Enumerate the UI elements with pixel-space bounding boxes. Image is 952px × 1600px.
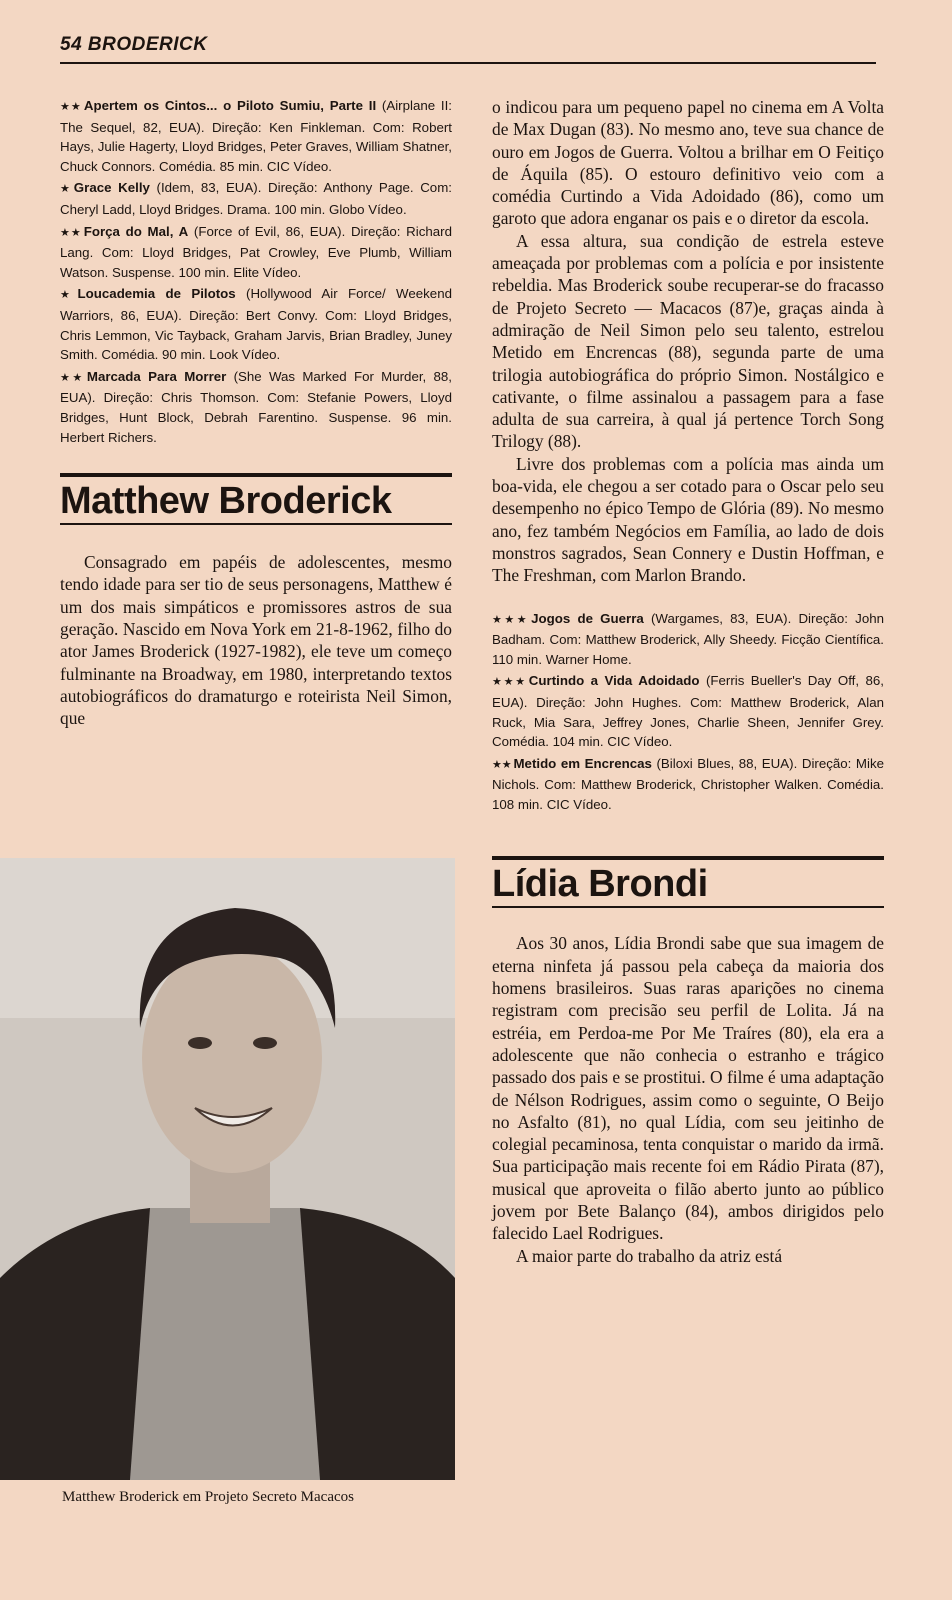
film-details: (Ferris Bueller's Day Off, 86, EUA). Direção: John Hughes. Com: Matthew Broderick, Alan Ruck, Mia Sara, Jeffrey Jones, Charlie Sheen, Jennifer Grey. Comédia. 104 min. CIC Vídeo. xyxy=(492,673,884,750)
film-details: (Force of Evil, 86, EUA). Direção: Richard Lang. Com: Lloyd Bridges, Pat Crowley, Eve Plumb, William Watson. Suspense. 100 min. Elite Vídeo. xyxy=(60,223,452,280)
matthew-bio-paragraph: Livre dos problemas com a polícia mas ainda um boa-vida, ele chegou a ser cotado para o Oscar pelo seu desempenho no épico Tempo de Glória (89). No mesmo ano, fez também Negócios em Família, ao lado de dois monstros sagrados, Sean Connery e Dustin Hoffman, e The Freshman, com Marlon Brando. xyxy=(492,453,884,586)
matthew-bio-paragraph: A essa altura, sua condição de estrela esteve ameaçada por problemas com a polícia e por insistente rebeldia. Mas Broderick soube recuperar-se do fracasso de Projeto Secreto — Macacos (87)e, graças ainda à admiração de Neil Simon pelo seu talento, estrelou Metido em Encrencas (88), segunda parte de uma trilogia autobiográfica do próprio Simon. Nostálgico e cativante, o filme assinalou a passagem para a fase adulta de sua carreira, à qual já pertence Torch Song Trilogy (88). xyxy=(492,230,884,452)
film-details: (Hollywood Air Force/ Weekend Warriors, 86, EUA). Direção: Bert Convy. Com: Lloyd Bridges, Chris Lemmon, Vic Tayback, Graham Jarvis, Brian Bradley, Juney Smith. Comédia. 90 min. Look Vídeo. xyxy=(60,286,452,363)
rating-stars: ★★ xyxy=(60,371,85,384)
filmography-entry xyxy=(492,609,884,670)
matthew-bio-right xyxy=(492,96,884,587)
film-title: Apertem os Cintos... o Piloto Sumiu, Parte II xyxy=(83,98,377,113)
film-title: Metido em Encrencas xyxy=(513,755,652,771)
film-title: Força do Mal, A xyxy=(83,223,189,239)
running-head: 54 BRODERICK xyxy=(60,34,208,55)
matthew-filmography xyxy=(492,609,884,815)
film-details: (Wargames, 83, EUA). Direção: John Badham. Com: Matthew Broderick, Ally Sheedy. Ficção Científica. 110 min. Warner Home. xyxy=(492,610,885,667)
film-details: (Idem, 83, EUA). Direção: Anthony Page. Com: Cheryl Ladd, Lloyd Bridges. Drama. 100 min. Globo Vídeo. xyxy=(60,180,452,217)
lloyd-filmography xyxy=(60,96,452,447)
film-title: Jogos de Guerra xyxy=(531,610,644,626)
rating-stars: ★ xyxy=(60,183,72,196)
matthew-photo xyxy=(0,858,455,1480)
rating-stars: ★★ xyxy=(60,101,82,113)
film-details: (Airplane II: The Sequel, 82, EUA). Direção: Ken Finkleman. Com: Robert Hays, Julie Hagerty, Lloyd Bridges, Peter Graves, William Shatner, Chuck Connors. Comédia. 85 min. CIC Vídeo. xyxy=(60,98,452,174)
rating-stars: ★★★ xyxy=(492,613,530,626)
rating-stars: ★ xyxy=(60,289,76,302)
film-title: Curtindo a Vida Adoidado xyxy=(528,673,700,689)
film-title: Loucademia de Pilotos xyxy=(77,286,236,302)
filmography-entry xyxy=(60,178,452,219)
rating-stars: ★★ xyxy=(492,758,512,771)
matthew-heading: Matthew Broderick xyxy=(60,480,392,523)
filmography-entry xyxy=(60,222,452,283)
filmography-entry xyxy=(60,284,452,364)
filmography-entry xyxy=(492,754,884,815)
lidia-heading: Lídia Brondi xyxy=(492,863,708,906)
matthew-bio-paragraph: Consagrado em papéis de adolescentes, mesmo tendo idade para ser tio de seus personagens, Matthew é um dos mais simpáticos e promissores astros de sua geração. Nascido em Nova York em 21-8-1962, filho do ator James Broderick (1927-1982), ele teve um começo fulminante na Broadway, em 1980, interpretando textos autobiográficos do dramaturgo e roteirista Neil Simon, que xyxy=(60,552,452,729)
matthew-bio-paragraph: o indicou para um pequeno papel no cinema em A Volta de Max Dugan (83). No mesmo ano, teve sua chance de ouro em Jogos de Guerra. Voltou a brilhar em O Feitiço de Áquila (85). O estouro definitivo veio com a comédia Curtindo a Vida Adoidado (86), como um garoto que adora enganar os pais e o diretor da escola. xyxy=(492,97,884,229)
matthew-heading-box xyxy=(60,473,452,525)
left-column xyxy=(60,96,452,729)
lidia-bio xyxy=(492,932,884,1266)
portrait-illustration xyxy=(0,858,455,1480)
rating-stars: ★★ xyxy=(60,226,82,239)
filmography-entry xyxy=(492,671,884,751)
filmography-entry xyxy=(60,367,452,447)
film-title: Grace Kelly xyxy=(73,180,150,196)
matthew-bio-left xyxy=(60,551,452,729)
lidia-heading-box xyxy=(492,856,884,908)
lidia-bio-paragraph: A maior parte do trabalho da atriz está xyxy=(516,1245,783,1266)
film-details: (Biloxi Blues, 88, EUA). Direção: Mike Nichols. Com: Matthew Broderick, Christopher Walken. Comédia. 108 min. CIC Vídeo. xyxy=(492,755,884,812)
right-column xyxy=(492,96,884,1267)
filmography-entry xyxy=(60,96,452,176)
page-header xyxy=(60,34,876,64)
film-title: Marcada Para Morrer xyxy=(86,368,227,384)
film-details: (She Was Marked For Murder, 88, EUA). Direção: Chris Thomson. Com: Stefanie Powers, Lloyd Bridges, Hunt Block, Debrah Farentino. Suspense. 96 min. Herbert Richers. xyxy=(60,368,452,445)
lidia-bio-paragraph: Aos 30 anos, Lídia Brondi sabe que sua imagem de eterna ninfeta já passou pela cabeça da maioria dos homens brasileiros. Suas raras aparições no cinema registram com precisão seu perfil de Lolita. Já na estréia, em Perdoa-me Por Me Traíres (80), ela era a adolescente que não conhecia o estranho e trágico passado dos pais e se prostitui. O filme é uma adaptação de Nélson Rodrigues, assim como o seguinte, O Beijo no Asfalto (81), no qual Lídia, com seu jeitinho de colegial pecaminosa, tenta conquistar o marido da irmã. Sua participação mais recente foi em Rádio Pirata (87), musical que aproveita o filão aberto junto ao público jovem por Bete Balanço (84), ambos dirigidos pelo falecido Lael Rodrigues. xyxy=(492,933,884,1244)
rating-stars: ★★★ xyxy=(492,676,527,689)
photo-caption: Matthew Broderick em Projeto Secreto Macacos xyxy=(62,1489,354,1505)
